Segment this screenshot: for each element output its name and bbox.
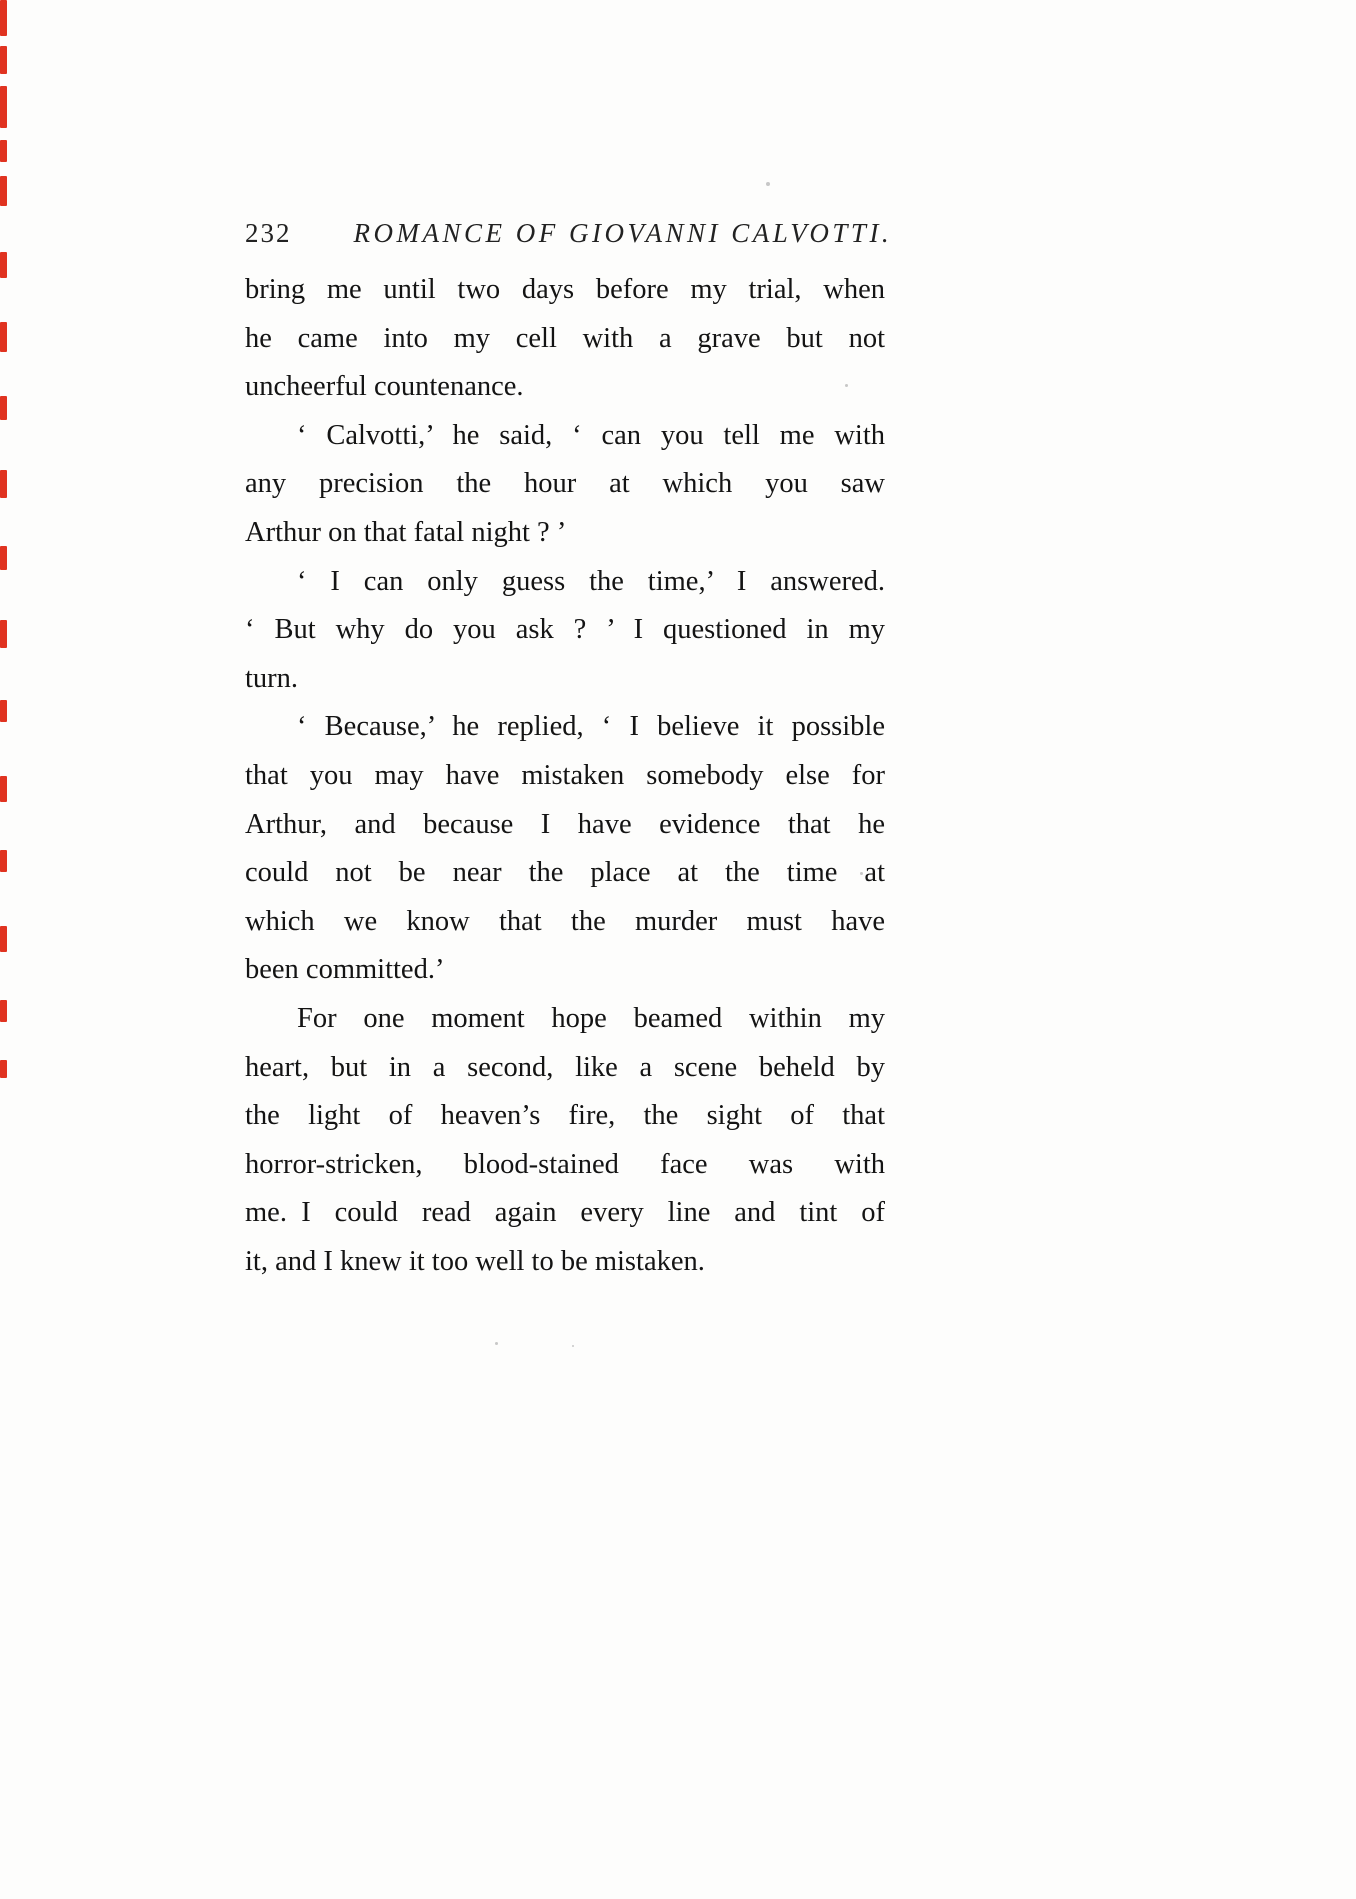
text-line: me. I could read again every line and tint of xyxy=(245,1197,885,1229)
edge-mark xyxy=(0,176,7,206)
paragraph xyxy=(245,266,885,412)
edge-mark xyxy=(0,850,7,872)
text-line: ‘ Because,’ he replied, ‘ I believe it possible xyxy=(297,711,885,743)
paragraph xyxy=(245,412,885,558)
text-line: been committed.’ xyxy=(245,954,445,986)
edge-mark xyxy=(0,46,7,74)
text-line: ‘ I can only guess the time,’ I answered. xyxy=(297,565,885,597)
edge-mark xyxy=(0,140,7,162)
text-line: he came into my cell with a grave but not xyxy=(245,322,885,354)
scan-speck xyxy=(572,1345,574,1347)
text-line: turn. xyxy=(245,662,299,694)
edge-mark xyxy=(0,252,7,278)
text-line: Arthur on that fatal night ? ’ xyxy=(245,516,567,548)
edge-mark xyxy=(0,86,7,128)
paragraph xyxy=(245,995,885,1287)
text-line: For one moment hope beamed within my xyxy=(297,1002,885,1034)
text-line: it, and I knew it too well to be mistaken. xyxy=(245,1245,705,1277)
edge-mark xyxy=(0,322,7,352)
edge-mark xyxy=(0,700,7,722)
paragraph xyxy=(245,558,885,704)
paragraph xyxy=(245,703,885,995)
text-line: any precision the hour at which you saw xyxy=(245,468,885,500)
text-line: which we know that the murder must have xyxy=(245,905,885,937)
edge-mark xyxy=(0,396,7,420)
running-title: ROMANCE OF GIOVANNI CALVOTTI. xyxy=(353,218,893,248)
text-line: bring me until two days before my trial, when xyxy=(245,274,885,305)
text-line: could not be near the place at the time at xyxy=(245,857,885,889)
edge-mark xyxy=(0,1000,7,1022)
edge-mark xyxy=(0,926,7,952)
edge-mark xyxy=(0,1060,7,1078)
edge-mark xyxy=(0,776,7,802)
text-line: horror-stricken, blood-stained face was with xyxy=(245,1148,885,1180)
scan-speck xyxy=(766,182,770,186)
edge-mark xyxy=(0,0,7,36)
page-number: 232 xyxy=(245,218,292,248)
text-line: ‘ But why do you ask ? ’ I questioned in my xyxy=(245,614,885,646)
text-line: Arthur, and because I have evidence that he xyxy=(245,808,885,840)
scan-speck xyxy=(495,1342,498,1345)
page-header xyxy=(245,218,893,249)
edge-mark xyxy=(0,470,7,498)
text-line: heart, but in a second, like a scene beheld by xyxy=(245,1051,885,1083)
body-text xyxy=(245,266,885,1286)
text-line: uncheerful countenance. xyxy=(245,371,524,403)
text-line: ‘ Calvotti,’ he said, ‘ can you tell me with xyxy=(297,419,885,451)
edge-mark xyxy=(0,620,7,648)
text-line: that you may have mistaken somebody else for xyxy=(245,759,885,791)
edge-mark xyxy=(0,546,7,570)
scanner-edge-artifacts xyxy=(0,0,8,1899)
text-line: the light of heaven’s fire, the sight of that xyxy=(245,1100,885,1132)
